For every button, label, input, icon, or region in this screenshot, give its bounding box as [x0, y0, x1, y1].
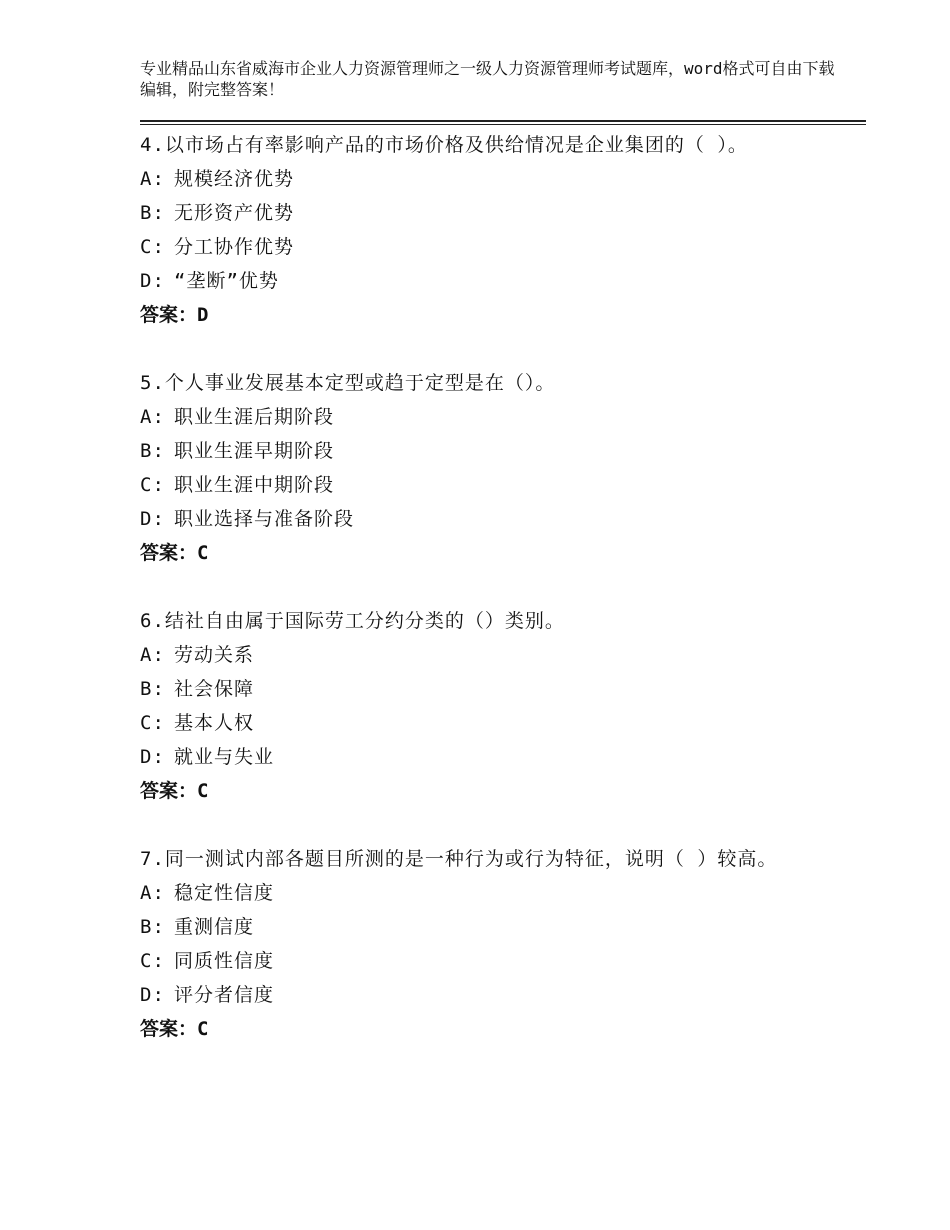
option-c: [140, 230, 866, 264]
option-text: “垄断”优势: [174, 270, 279, 292]
option-text: 职业选择与准备阶段: [174, 508, 355, 530]
option-letter: A:: [140, 644, 165, 666]
option-text: 职业生涯中期阶段: [174, 474, 335, 496]
option-text: 无形资产优势: [174, 202, 295, 224]
option-d: [140, 264, 866, 298]
question-stem: 6.结社自由属于国际劳工分约分类的（）类别。: [140, 610, 565, 632]
answer-value: D: [197, 304, 209, 326]
answer-value: C: [197, 542, 209, 564]
option-letter: D:: [140, 508, 165, 530]
answer-label: 答案：: [140, 1018, 198, 1040]
option-a: [140, 638, 866, 672]
option-b: [140, 910, 866, 944]
option-text: 同质性信度: [174, 950, 275, 972]
option-letter: C:: [140, 236, 165, 258]
option-letter: C:: [140, 712, 165, 734]
answer-line: [140, 536, 866, 570]
option-text: 评分者信度: [174, 984, 275, 1006]
answer-label: 答案：: [140, 542, 198, 564]
option-d: [140, 740, 866, 774]
option-text: 职业生涯后期阶段: [174, 406, 335, 428]
option-letter: B:: [140, 678, 165, 700]
option-a: [140, 400, 866, 434]
option-text: 就业与失业: [174, 746, 275, 768]
question-item: [140, 842, 866, 1046]
question-item: [140, 128, 866, 332]
option-text: 稳定性信度: [174, 882, 275, 904]
option-a: [140, 876, 866, 910]
question-stem: 5.个人事业发展基本定型或趋于定型是在（）。: [140, 372, 556, 394]
option-b: [140, 196, 866, 230]
option-c: [140, 706, 866, 740]
answer-label: 答案：: [140, 780, 198, 802]
option-letter: A:: [140, 882, 165, 904]
answer-line: [140, 774, 866, 808]
option-text: 社会保障: [174, 678, 255, 700]
option-letter: D:: [140, 270, 165, 292]
option-text: 分工协作优势: [174, 236, 295, 258]
option-letter: A:: [140, 168, 165, 190]
question-item: [140, 366, 866, 570]
option-letter: B:: [140, 202, 165, 224]
question-stem: 4.以市场占有率影响产品的市场价格及供给情况是企业集团的（ ）。: [140, 134, 748, 156]
question-list: [140, 128, 866, 1080]
option-letter: D:: [140, 746, 165, 768]
question-stem: 7.同一测试内部各题目所测的是一种行为或行为特征，说明（ ）较高。: [140, 848, 778, 870]
option-letter: B:: [140, 440, 165, 462]
option-c: [140, 944, 866, 978]
option-letter: C:: [140, 950, 165, 972]
option-d: [140, 502, 866, 536]
option-text: 重测信度: [174, 916, 255, 938]
option-letter: A:: [140, 406, 165, 428]
header-title: 专业精品山东省威海市企业人力资源管理师之一级人力资源管理师考试题库，word格式可自由下载编辑，附完整答案！: [140, 59, 835, 99]
option-letter: C:: [140, 474, 165, 496]
option-c: [140, 468, 866, 502]
answer-value: C: [197, 1018, 209, 1040]
document-header: [140, 58, 840, 100]
option-text: 基本人权: [174, 712, 255, 734]
option-letter: D:: [140, 984, 165, 1006]
option-text: 规模经济优势: [174, 168, 295, 190]
option-letter: B:: [140, 916, 165, 938]
option-text: 劳动关系: [174, 644, 255, 666]
header-divider: [140, 120, 866, 125]
option-b: [140, 434, 866, 468]
question-item: [140, 604, 866, 808]
answer-label: 答案：: [140, 304, 198, 326]
option-a: [140, 162, 866, 196]
answer-line: [140, 1012, 866, 1046]
option-text: 职业生涯早期阶段: [174, 440, 335, 462]
answer-line: [140, 298, 866, 332]
answer-value: C: [197, 780, 209, 802]
option-b: [140, 672, 866, 706]
option-d: [140, 978, 866, 1012]
